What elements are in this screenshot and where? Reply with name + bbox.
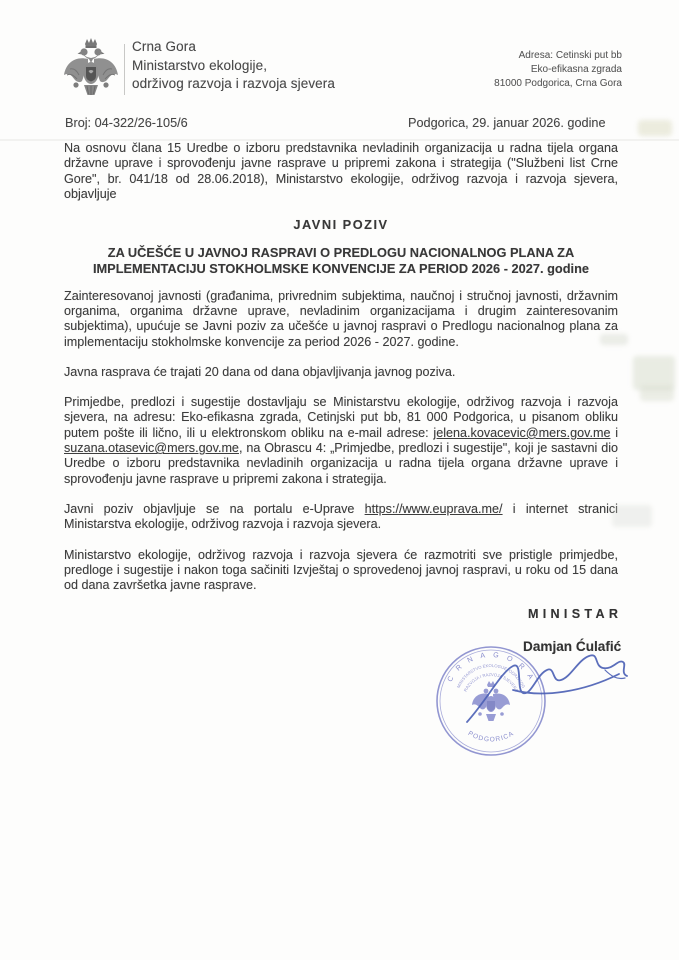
scan-smudge xyxy=(638,120,672,136)
document-subtitle xyxy=(64,245,618,276)
subtitle-line2: IMPLEMENTACIJU STOKHOLMSKE KONVENCIJE ZA PERIOD 2026 - 2027. godine xyxy=(92,261,590,277)
document-number: Broj: 04-322/26-105/6 xyxy=(65,116,188,130)
email-link-jelena[interactable]: jelena.kovacevic@mers.gov.me xyxy=(433,425,611,440)
publication-paragraph xyxy=(64,502,618,533)
ministry-name-block xyxy=(132,38,335,94)
montenegro-coat-of-arms-icon xyxy=(61,35,121,99)
scan-smudge xyxy=(612,505,652,527)
legal-basis-paragraph: Na osnovu člana 15 Uredbe o izboru predstavnika nevladinih organizacija u radna tijela organa državne uprave i sprovođenju javne rasprave u pripremi zakona i strategija ("Službeni list Crne Gore", br. 041/18 od 28.06.2018), Ministarstvo ekologije, održivog razvoja i razvoja sjevera, objavljuje xyxy=(64,141,618,201)
scan-smudge xyxy=(640,386,674,401)
stamp-country-text: C R N A G O R A xyxy=(444,649,538,684)
publication-text: Javni poziv objavljuje se na portalu e-Uprave xyxy=(64,501,365,516)
minister-handwritten-signature xyxy=(455,630,633,732)
stamp-city-text: PODGORICA xyxy=(466,730,516,744)
email-link-suzana[interactable]: suzana.otasevic@mers.gov.me xyxy=(64,441,239,456)
scan-smudge xyxy=(633,356,675,390)
submission-separator: i xyxy=(610,425,619,440)
header-divider xyxy=(124,44,125,95)
place-and-date: Podgorica, 29. januar 2026. godine xyxy=(408,116,606,130)
duration-paragraph: Javna rasprava će trajati 20 dana od dana objavljivanja javnog poziva. xyxy=(64,364,456,379)
document-body xyxy=(64,141,618,608)
submission-text: Primjedbe, predlozi i sugestije dostavljaju se Ministarstvu ekologije, održivog razvoja i razvoja sjevera, na adresu: Eko-efikasna zgrada, Cetinjski put bb, 81 000 Podgorica, u pisanom obliku putem pošte ili lično, ili u elektronskom obliku na e-mail adrese: xyxy=(64,395,618,440)
country-name: Crna Gora xyxy=(132,39,196,54)
scan-smudge xyxy=(600,334,628,345)
submission-text-2: , na Obrascu 4: „Primjedbe, predlozi i sugestije", koji je sastavni dio Uredbe o izboru predstavnika nevladinih organizacija u radna tijela organa državne uprave i sprovođenju javne rasprave u pripremi zakona i strategija. xyxy=(64,441,618,486)
euprava-link[interactable]: https://www.euprava.me/ xyxy=(364,501,503,516)
audience-paragraph: Zainteresovanoj javnosti (građanima, privrednim subjektima, naučnoj i stručnoj javnosti, državnim organima, organima državne uprave, nevladinim organizacijama i drugim zainteresovanim subjektima), upućuje se Javni poziv za učešće u javnoj raspravi o Predlogu nacionalnog plana za implementaciju stokholmske konvencije za period 2026 - 2027. godine. xyxy=(64,288,618,349)
stamp-ministry-text-2: RAZVOJA I RAZVOJA SJEVERA xyxy=(462,671,520,693)
publication-text-2: i internet stranici Ministarstva ekologije, održivog razvoja i razvoja sjevera. xyxy=(64,501,618,532)
submission-paragraph xyxy=(64,395,618,487)
address-line: Eko-efikasna zgrada xyxy=(530,63,622,75)
svg-text:PODGORICA xyxy=(467,730,516,743)
ministry-address-block xyxy=(494,49,622,90)
minister-name: Damjan Ćulafić xyxy=(523,639,622,654)
ministry-name-line1: Ministarstvo ekologije, xyxy=(132,57,268,73)
stamp-ministry-text-1: MINISTARSTVO EKOLOGIJE, ODRŽIVOG xyxy=(455,662,527,689)
subtitle-line1: ZA UČEŠĆE U JAVNOJ RASPRAVI O PREDLOGU NACIONALNOG PLANA ZA xyxy=(107,245,575,261)
report-paragraph: Ministarstvo ekologije, održivog razvoja i razvoja sjevera će razmotriti sve pristigle primjedbe, predloge i sugestije i nakon toga sačiniti Izvještaj o sprovedenoj javnoj raspravi, u roku od 15 dana od dana završetka javne rasprave. xyxy=(64,547,618,593)
ministry-name-line2: održivog razvoja i razvoja sjevera xyxy=(132,76,335,91)
document-title: JAVNI POZIV xyxy=(293,217,389,233)
address-line: Adresa: Cetinski put bb xyxy=(518,50,622,61)
minister-role-label: MINISTAR xyxy=(528,607,623,621)
address-line: 81000 Podgorica, Crna Gora xyxy=(494,77,622,89)
